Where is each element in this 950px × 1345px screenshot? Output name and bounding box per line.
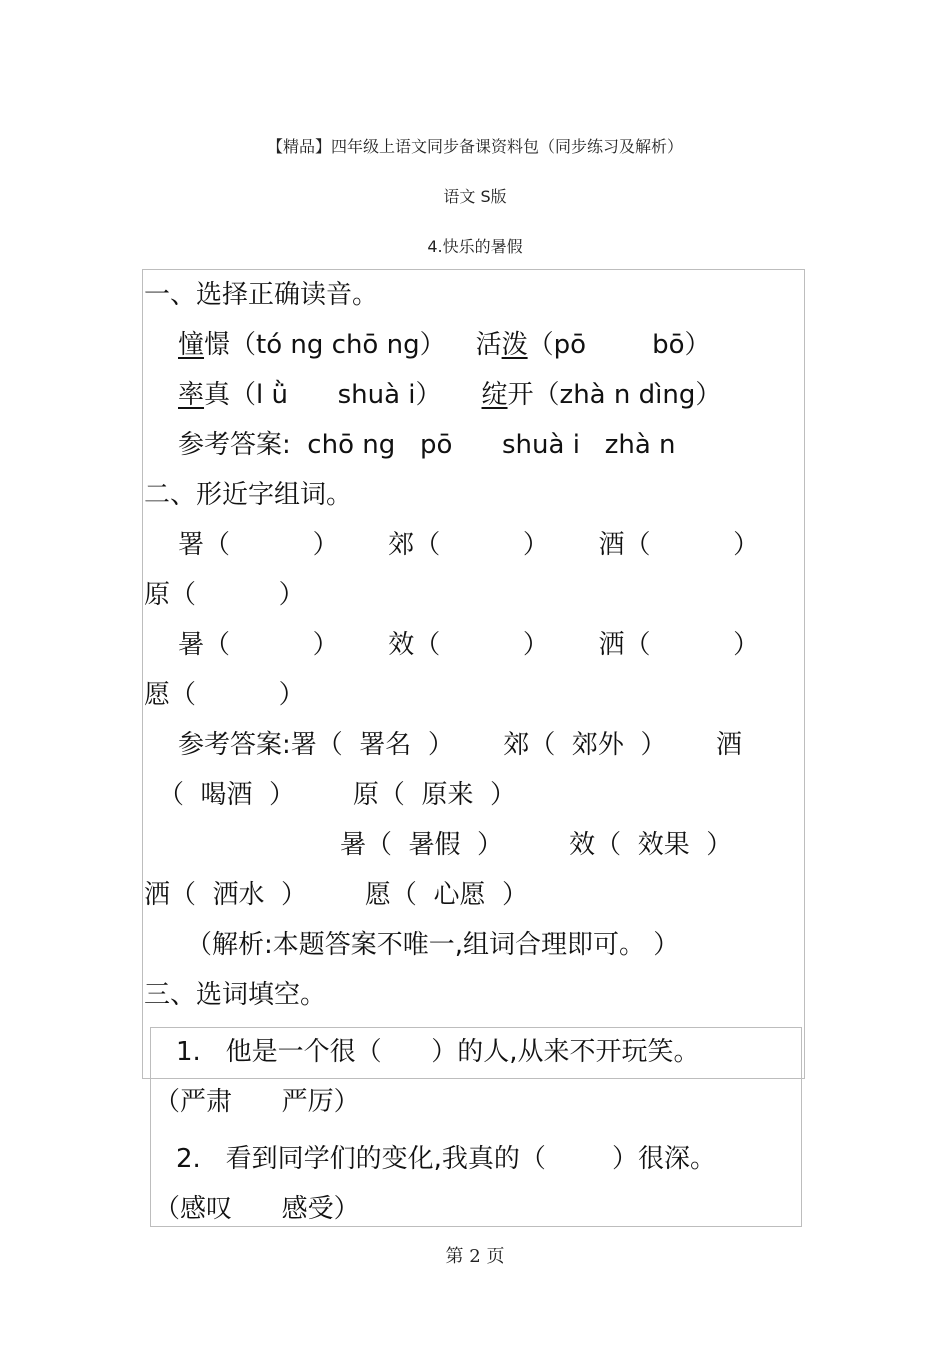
s3-options-1: （严肃 严厉） [154,1087,360,1117]
pinyin-options: （zhà n dìng） [533,380,722,410]
s2-row-2: 暑（ ） 效（ ） 洒（ ） [178,630,760,660]
s2-answer-1: 参考答案:署（ 署名 ） 郊（ 郊外 ） 酒 [178,730,743,760]
edition-label: 语文 S版 [443,187,507,206]
s3-question-2: 2. 看到同学们的变化,我真的（ ）很深。 [176,1144,716,1174]
s1-row-2 [178,378,721,412]
s1-row-1 [178,328,711,362]
word-rest: 真 [204,380,231,410]
s2-row-1b: 原（ ） [144,580,305,610]
s2-note: （解析:本题答案不唯一,组词合理即可。 ） [186,930,680,960]
lesson-title: 4.快乐的暑假 [427,237,523,256]
word-rest: 憬 [204,330,231,360]
underlined-char: 绽 [481,380,508,410]
pinyin-options: （l ǜ shuà i） [230,380,442,410]
word-pre: 活 [475,330,502,360]
s1-answer: 参考答案: chō ng pō shuà i zhà n [178,430,676,460]
section-1-heading: 一、选择正确读音。 [144,280,379,310]
s3-options-2: （感叹 感受） [154,1194,360,1224]
pinyin-options: （pō bō） [527,330,711,360]
underlined-char: 率 [178,380,205,410]
s2-answer-4: 洒（ 洒水 ） 愿（ 心愿 ） [144,880,528,910]
s3-question-1: 1. 他是一个很（ ）的人,从来不开玩笑。 [176,1037,700,1067]
page-number: 第 2 页 [445,1246,505,1267]
s2-answer-2: （ 喝酒 ） 原（ 原来 ） [158,780,516,810]
word-rest: 开 [507,380,534,410]
s2-row-2b: 愿（ ） [144,680,305,710]
underlined-char: 憧 [178,330,205,360]
pinyin-options: （tó ng chō ng） [230,330,446,360]
underlined-char: 泼 [501,330,528,360]
section-3-heading: 三、选词填空。 [144,980,327,1010]
section-2-heading: 二、形近字组词。 [144,480,353,510]
s2-row-1: 署（ ） 郊（ ） 酒（ ） [178,530,760,560]
s2-answer-3: 暑（ 暑假 ） 效（ 效果 ） [340,830,733,860]
document-title: 【精品】四年级上语文同步备课资料包（同步练习及解析） [266,137,683,156]
